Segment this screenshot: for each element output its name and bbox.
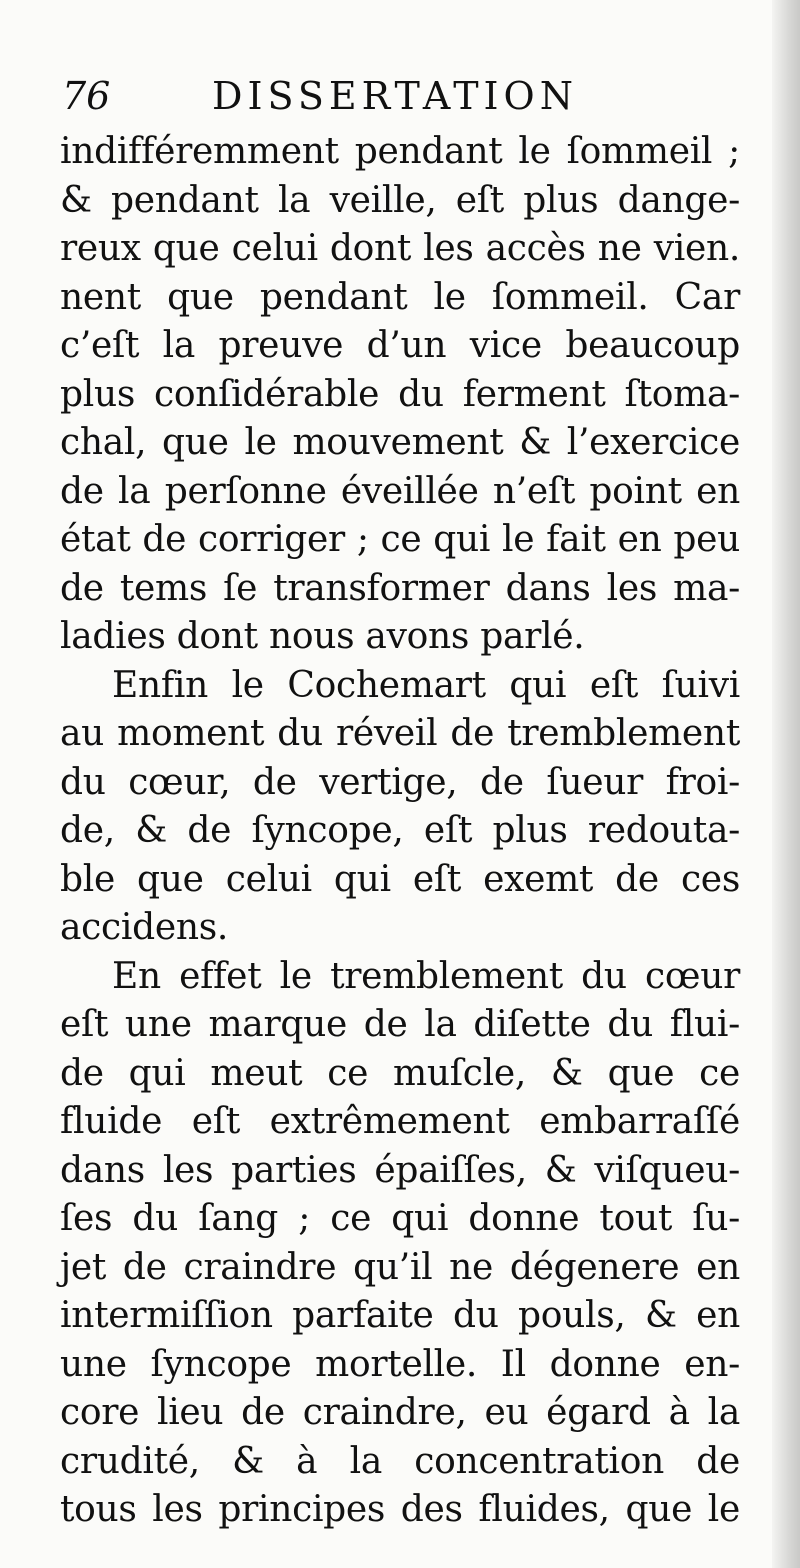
text-line: une ſyncope mortelle. Il donne en- [60, 1343, 740, 1385]
text-line: & pendant la veille, eſt plus dange- [60, 179, 740, 221]
page-edge-shadow [772, 0, 800, 1568]
text-line: c’eſt la preuve d’un vice beaucoup [60, 325, 740, 366]
text-line: ſes du ſang ; ce qui donne tout ſu- [60, 1198, 740, 1239]
show-through-text [330, 30, 750, 80]
text-line: ble que celui qui eſt exemt de ces [60, 858, 740, 900]
text-line: de, & de ſyncope, eſt plus redouta- [60, 810, 740, 851]
text-line: reux que celui dont les accès ne vien. [60, 228, 740, 269]
text-line: état de corriger ; ce qui le fait en peu [60, 519, 740, 560]
text-line: nent que pendant le ſommeil. Car [60, 276, 740, 318]
text-line: En effet le tremblement du cœur [112, 955, 740, 997]
text-line: de la perſonne éveillée n’eſt point en [60, 470, 740, 512]
text-line: fluide eſt extrêmement embarraſſé [60, 1101, 740, 1142]
running-title: DISSERTATION [212, 74, 578, 118]
text-line: jet de craindre qu’il ne dégenere en [60, 1246, 740, 1288]
text-line: crudité, & à la concentration de [60, 1440, 740, 1482]
text-line: core lieu de craindre, eu égard à la [60, 1392, 740, 1433]
text-line: accidens. [60, 907, 229, 948]
text-line: plus conſidérable du ferment ſtoma- [60, 373, 740, 415]
body-text [60, 128, 740, 1535]
page-header [62, 74, 752, 126]
page-number: 76 [62, 74, 111, 118]
text-line: eſt une marque de la diſette du flui- [60, 1004, 740, 1045]
text-line: indifféremment pendant le ſommeil ; [60, 131, 740, 172]
text-line: du cœur, de vertige, de ſueur froi- [60, 761, 740, 803]
text-line: tous les principes des fluides, que le [60, 1489, 740, 1530]
text-line: chal, que le mouvement & l’exercice [60, 422, 740, 463]
text-line: de qui meut ce muſcle, & que ce [60, 1052, 740, 1094]
text-line: Enfin le Cochemart qui eſt ſuivi [112, 664, 740, 706]
text-line: de tems ſe transformer dans les ma- [60, 567, 740, 609]
text-line: intermiſſion parfaite du pouls, & en [60, 1295, 740, 1336]
text-line: au moment du réveil de tremblement [60, 713, 740, 754]
text-line: dans les parties épaiſſes, & viſqueu- [60, 1149, 740, 1191]
text-line: ladies dont nous avons parlé. [60, 616, 585, 657]
